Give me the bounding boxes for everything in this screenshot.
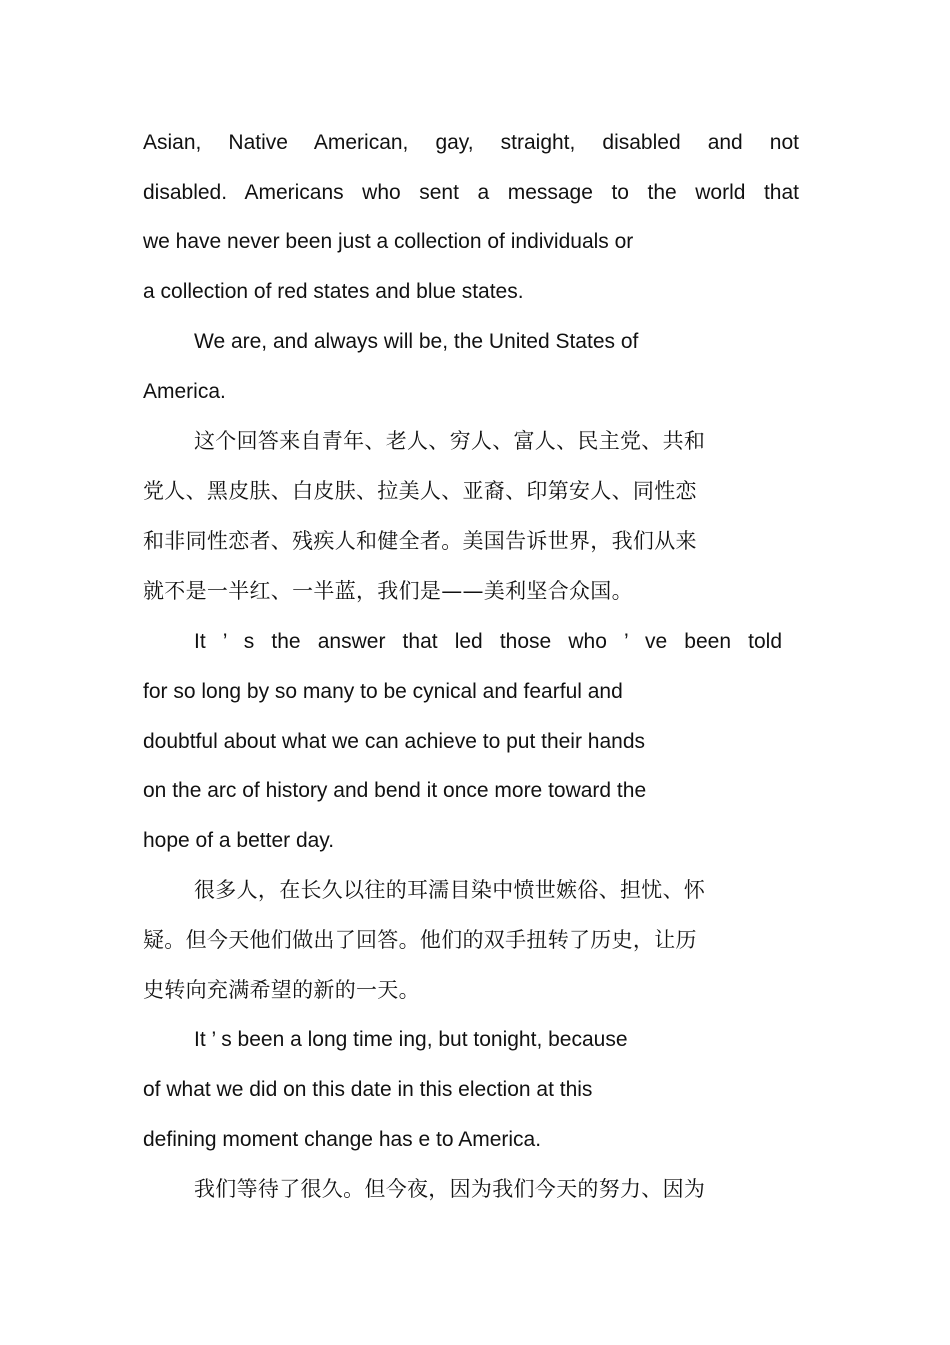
- text-line: It ’ s the answer that led those who ’ ve been told: [194, 630, 782, 653]
- text-line: doubtful about what we can achieve to put their hands: [143, 730, 646, 753]
- text-line: hope of a better day.: [143, 829, 335, 852]
- text-line: of what we did on this date in this election at this: [143, 1078, 593, 1101]
- text-line: disabled. Americans who sent a message to the world that: [143, 181, 799, 204]
- text-line: defining moment change has e to America.: [143, 1128, 542, 1151]
- text-line: Asian, Native American, gay, straight, disabled and not: [143, 131, 799, 154]
- text-line: on the arc of history and bend it once more toward the: [143, 779, 647, 802]
- text-line: We are, and always will be, the United States of: [194, 330, 639, 353]
- text-line: 史转向充满希望的新的一天。: [143, 978, 420, 1002]
- text-line: 党人、黑皮肤、白皮肤、拉美人、亚裔、印第安人、同性恋: [143, 479, 697, 503]
- text-line: 和非同性恋者、残疾人和健全者。美国告诉世界，我们从来: [143, 529, 697, 553]
- text-line: a collection of red states and blue states.: [143, 280, 524, 303]
- text-line: 这个回答来自青年、老人、穷人、富人、民主党、共和: [194, 429, 706, 453]
- text-line: 我们等待了很久。但今夜，因为我们今天的努力、因为: [194, 1177, 706, 1201]
- text-line: It ’ s been a long time ing, but tonight, because: [194, 1028, 628, 1051]
- text-line: 很多人，在长久以往的耳濡目染中愤世嫉俗、担忧、怀: [194, 878, 706, 902]
- text-line: for so long by so many to be cynical and fearful and: [143, 680, 623, 703]
- text-line: 就不是一半红、一半蓝，我们是——美利坚合众国。: [143, 579, 633, 603]
- text-line: we have never been just a collection of individuals or: [143, 230, 634, 253]
- text-line: 疑。但今天他们做出了回答。他们的双手扭转了历史，让历: [143, 928, 697, 952]
- text-line: America.: [143, 380, 226, 403]
